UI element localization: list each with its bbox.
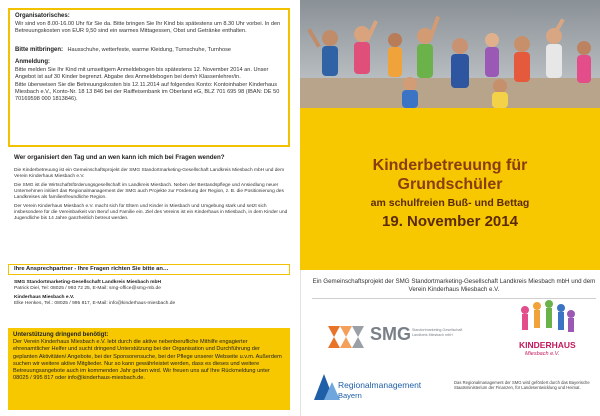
title-subtitle: am schulfreien Buß- und Bettag [370, 197, 530, 209]
contact-1-name: SMG Standortmarketing-Gesellschaft Landkreis Miesbach mbH [14, 280, 162, 285]
signup-heading: Anmeldung: [15, 59, 50, 66]
org-heading: Organisatorisches: [15, 13, 70, 19]
kinderhaus-logo-subtext: Miesbach e.V. [525, 351, 560, 357]
smg-logo-text: SMG [370, 324, 412, 344]
children-photo-illustration [300, 0, 600, 108]
joint-project-text: Ein Gemeinschaftsprojekt der SMG Standortmarketing-Gesellschaft Landkreis Miesbach mbH und dem Verein Kinderhaus Miesbach e.V. [312, 278, 596, 293]
kinderhaus-logo [495, 300, 595, 364]
title-line-2: Grundschüler [397, 176, 503, 193]
bring-text: Hausschuhe, wetterfeste, warme Kleidung, Turnschuhe, Turnhose [67, 47, 232, 54]
who-paragraph-1: Die Kinderbetreuung ist ein Gemeinschaftsprojekt der SMG Standortmarketing-Gesellschaft Landkreis Miesbach mbH und dem Verein Kinderhaus Miesbach e.V. [14, 168, 285, 179]
contact-list [14, 280, 292, 307]
signup-text-2: Bitte überweisen Sie die Betreuungskosten bis 12.11.2014 auf folgendes Konto: Kontoinhaber Kinderhaus Miesbach e.V., Konto-Nr. 18 13 846 bei der Raiffeisenbank im Oberland eG, BLZ 701 695 98 (IBAN: DE 50 70169598 000 1813846). [15, 81, 280, 103]
kinderhaus-logo-text: KINDERHAUS [519, 340, 576, 350]
signup-text-1: Bitte melden Sie Ihr Kind mit umseitigem Anmeldebogen bis spätestens 12. November 2014 an. Unser Angebot ist auf 30 Kinder begrenzt. Abgabe des Anmeldebogen bei dem/r Klassenlehrer/in. [15, 66, 269, 81]
regionalmanagement-logo [310, 370, 430, 408]
funding-note: Das Regionalmanagement der SMG wird gefördert durch das Bayerische Staatsministerium der Finanzen, für Landesentwicklung und Heimat. [454, 380, 590, 391]
title-box [300, 108, 600, 270]
event-date: 19. November 2014 [382, 213, 518, 230]
who-paragraph-3: Der Verein Kinderhaus Miesbach e.V. macht sich für Eltern und Kinder in Miesbach und Umgebung stark und setzt sich insbesondere für die Vereinbarkeit von Beruf und Familie ein. Ziel des Vereins ist ein Kinderhaus in Miesbach, in dem Kinder und Jugendliche bis 14 Jahre ganzheitlich betreut werden. [14, 204, 288, 221]
smg-logo [326, 320, 466, 354]
contact-2-detail[interactable]: Elke Henkes, Tel.: 08025 / 995 817, E-Mail: info@kinderhaus-miesbach.de [14, 301, 176, 306]
regionalmanagement-text: Regionalmanagement [338, 380, 422, 390]
who-paragraph-2: Die SMG ist die Wirtschaftsförderungsgesellschaft im Landkreis Miesbach. Neben der Bestandspflege und Ansiedlung neuer Unternehmen initiiert das Regionalmanagement der SMG auch Projekte zur Förderung der Region, z. B. die Positionierung des Landkreises als familienfreundliche Region. [14, 183, 284, 200]
support-heading: Unterstützung dringend benötigt: [13, 332, 109, 338]
kinderhaus-figures-icon [495, 300, 595, 340]
support-box [8, 328, 290, 410]
title-line-1: Kinderbetreuung für [372, 157, 528, 174]
org-text: Wir sind von 8.00-16.00 Uhr für Sie da. Bitte bringen Sie Ihr Kind bis spätestens um 8.30 Uhr vorbei. In den Betreuungskosten von EUR 9,50 sind ein warmes Mittagessen, Obst und Getränke enthalten. [15, 20, 281, 34]
who-paragraphs [14, 168, 292, 225]
regionalmanagement-subtext: Bayern [338, 391, 362, 400]
support-text: Der Verein Kinderhaus Miesbach e.V. lebt durch die aktive nebenberufliche Mithilfe engagierter ehrenamtlicher Helfer und sucht dringend Unterstützung bei der Organisation und Durchführung der geplanten Aktivitäten/ Angebote, bei der Sponsorensuche, bei der Pflege unserer Webseite u.v.m. Außerdem suchen wir weitere aktive Mitglieder. Nur so kann gewährleistet werden, dass es dieses und weitere Betreuungsangebote auch im kommenden Jahr geben wird. Wir freuen uns auf Ihre Rückmeldung unter 08025 / 995 817 oder info@kinderhaus-miesbach.de. [13, 339, 282, 382]
contact-bar: Ihre Ansprechpartner - Ihre Fragen richten Sie bitte an… [8, 264, 290, 275]
bring-heading: Bitte mitbringen: [15, 47, 63, 54]
divider [312, 298, 596, 299]
contact-2-name: Kinderhaus Miesbach e.V. [14, 295, 75, 300]
info-box [8, 8, 290, 147]
smg-logo-subtext: Standortmarketing-Gesellschaft Landkreis Miesbach mbH [412, 328, 463, 337]
who-heading: Wer organisiert den Tag und an wen kann ich mich bei Fragen wenden? [14, 154, 225, 161]
children-photo [300, 0, 600, 108]
contact-1-detail[interactable]: Patrick Diel, Tel: 08025 / 993 72 25, E-Mail: smg-office@smg-mb.de [14, 286, 161, 291]
